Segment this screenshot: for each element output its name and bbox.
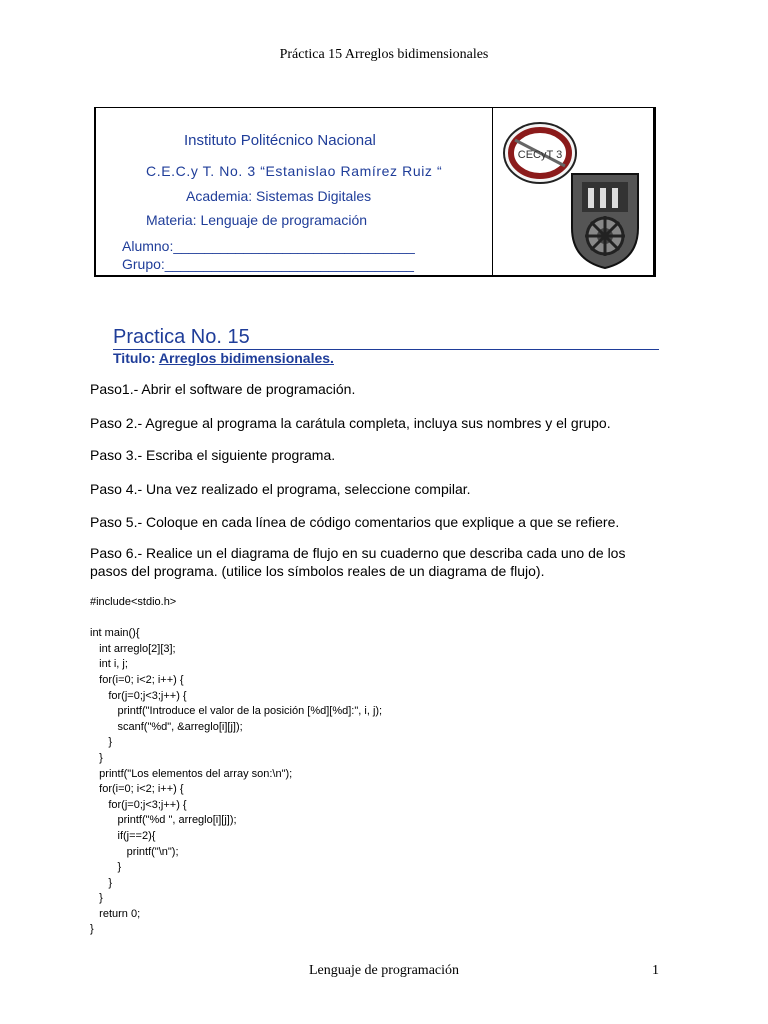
code-line: printf("%d ", arreglo[i][j]); [90, 814, 237, 827]
code-line: printf("Los elementos del array son:\n"); [90, 767, 293, 780]
page-number: 1 [652, 963, 659, 978]
practice-title-label: Titulo: [113, 350, 156, 366]
code-line: for(j=0;j<3;j++) { [90, 798, 187, 811]
code-line: } [90, 736, 113, 749]
code-line: } [90, 892, 103, 905]
cover-box [94, 107, 656, 277]
code-line: } [90, 751, 103, 764]
code-line: scanf("%d", &arreglo[i][j]); [90, 720, 243, 733]
step-5: Paso 5.- Coloque en cada línea de código comentarios que explique a que se refiere. [90, 514, 620, 530]
group-field: Grupo:________________________________ [122, 256, 414, 272]
step-6: Paso 6.- Realice un el diagrama de flujo en su cuaderno que describa cada uno de los pasos del programa. (utilice los símbolos reales de un diagrama de flujo). [90, 545, 626, 579]
cecyt-logo-text: CECyT 3 [517, 149, 563, 161]
student-field: Alumno:_______________________________ [122, 238, 415, 254]
subject-name: Materia: Lenguaje de programación [146, 212, 368, 228]
code-line: int arreglo[2][3]; [90, 642, 176, 655]
code-line [90, 611, 382, 627]
code-line: return 0; [90, 907, 141, 920]
code-line: for(i=0; i<2; i++) { [90, 783, 184, 796]
footer-text: Lenguaje de programación [308, 963, 460, 978]
code-line: } [90, 876, 113, 889]
step-3: Paso 3.- Escriba el siguiente programa. [90, 447, 336, 463]
code-line: printf("\n"); [90, 845, 179, 858]
practice-heading: Practica No. 15 [113, 326, 659, 350]
cover-divider [492, 108, 493, 275]
institute-name: Instituto Politécnico Nacional [184, 132, 376, 149]
step-2: Paso 2.- Agregue al programa la carátula completa, incluya sus nombres y el grupo. [90, 415, 611, 431]
code-line: } [90, 861, 122, 874]
code-line: int main(){ [90, 627, 140, 640]
code-line: } [90, 923, 94, 936]
code-line: if(j==2){ [90, 829, 156, 842]
code-line: #include<stdio.h> [90, 596, 177, 608]
code-block [90, 595, 382, 938]
code-line: printf("Introduce el valor de la posición [%d][%d]:", i, j); [90, 705, 383, 718]
step-4: Paso 4.- Una vez realizado el programa, seleccione compilar. [90, 481, 471, 497]
practice-title-value: Arreglos bidimensionales. [158, 350, 334, 366]
school-name: C.E.C.y T. No. 3 “Estanislao Ramírez Ruiz “ [146, 163, 443, 179]
ipn-logo [566, 170, 644, 275]
step-1: Paso1.- Abrir el software de programación. [90, 381, 356, 397]
academy-name: Academia: Sistemas Digitales [186, 188, 372, 204]
practice-title-line [113, 350, 334, 366]
page-header: Práctica 15 Arreglos bidimensionales [279, 47, 489, 62]
code-line: for(j=0;j<3;j++) { [90, 689, 187, 702]
code-line: int i, j; [90, 658, 128, 671]
code-line: for(i=0; i<2; i++) { [90, 673, 184, 686]
